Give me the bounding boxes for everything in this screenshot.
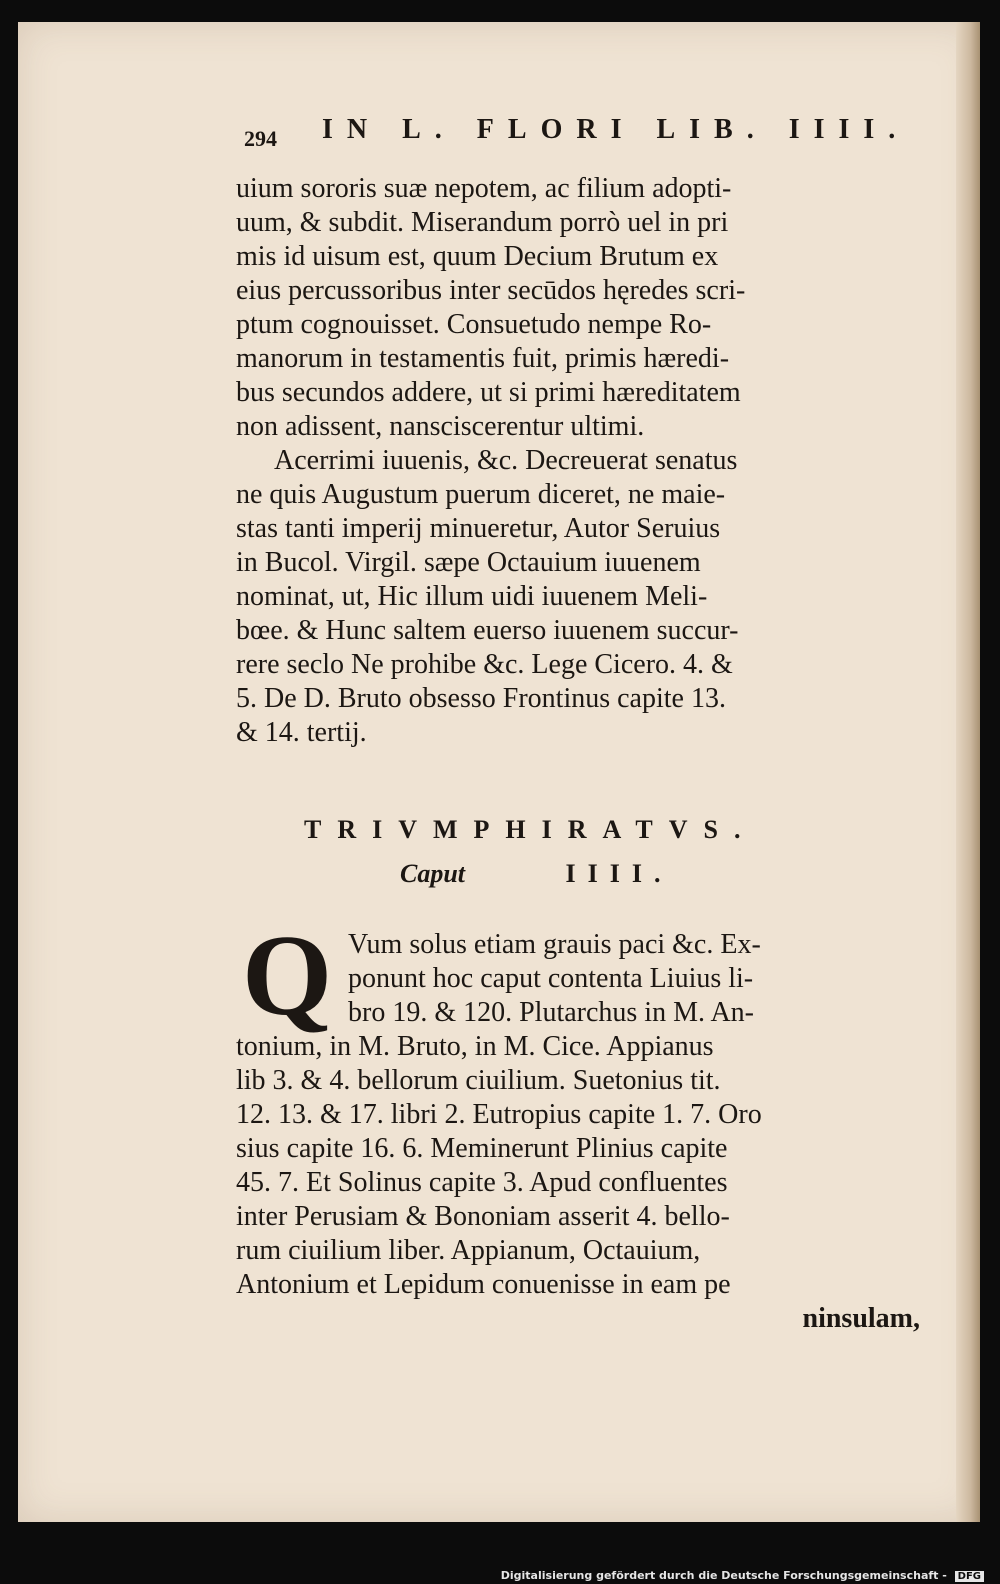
text-line: bœe. & Hunc saltem euerso iuuenem succur- <box>236 615 739 646</box>
text-line: tonium, in M. Bruto, in M. Cice. Appianus <box>236 1031 714 1062</box>
chapter-heading <box>236 852 936 896</box>
page-edge <box>956 22 980 1522</box>
text-line: sius capite 16. 6. Meminerunt Plinius capite <box>236 1133 728 1164</box>
text-line: rum ciuilium liber. Appianum, Octauium, <box>236 1235 701 1266</box>
text-line: bus secundos addere, ut si primi hæreditatem <box>236 377 741 408</box>
text-line: lib 3. & 4. bellorum ciuilium. Suetonius tit. <box>236 1065 721 1096</box>
text-line: ptum cognouisset. Consuetudo nempe Ro- <box>236 309 712 340</box>
dfg-logo: DFG <box>955 1571 984 1582</box>
text-line: manorum in testamentis fuit, primis hæredi- <box>236 343 730 374</box>
text-line: ne quis Augustum puerum diceret, ne maie- <box>236 479 726 510</box>
text-line: Antonium et Lepidum conuenisse in eam pe <box>236 1269 731 1300</box>
book-page <box>18 22 980 1522</box>
credit-text: Digitalisierung gefördert durch die Deutsche Forschungsgemeinschaft - <box>500 1569 947 1582</box>
text-line: ponunt hoc caput contenta Liuius li- <box>348 963 754 994</box>
text-line: rere seclo Ne prohibe &c. Lege Cicero. 4. & <box>236 649 733 680</box>
paragraph-3 <box>236 912 936 1336</box>
running-title: IN L. FLORI LIB. IIII. <box>322 114 910 145</box>
text-line: uum, & subdit. Miserandum porrò uel in pri <box>236 207 729 238</box>
page-header <box>236 114 936 172</box>
text-line: Vum solus etiam grauis paci &c. Ex- <box>348 929 761 960</box>
text-line: in Bucol. Virgil. sæpe Octauium iuuenem <box>236 547 701 578</box>
text-line: 12. 13. & 17. libri 2. Eutropius capite 1. 7. Oro <box>236 1099 762 1130</box>
text-line: 45. 7. Et Solinus capite 3. Apud confluentes <box>236 1167 728 1198</box>
catchword: ninsulam, <box>802 1303 920 1334</box>
text-line: inter Perusiam & Bononiam asserit 4. bello- <box>236 1201 730 1232</box>
text-line: mis id uisum est, quum Decium Brutum ex <box>236 241 719 272</box>
digitization-credit <box>501 1569 984 1582</box>
text-line: Acerrimi iuuenis, &c. Decreuerat senatus <box>274 445 738 476</box>
text-block <box>236 114 936 1336</box>
text-line: uium sororis suæ nepotem, ac filium adopti- <box>236 173 732 204</box>
paragraph-1 <box>236 172 936 444</box>
text-line: bro 19. & 120. Plutarchus in M. An- <box>348 997 754 1028</box>
text-line: 5. De D. Bruto obsesso Frontinus capite 13. <box>236 683 726 714</box>
text-line: non adissent, nansciscerentur ultimi. <box>236 411 645 442</box>
page-number: 294 <box>244 126 277 151</box>
paragraph-2 <box>236 444 936 750</box>
caput-number: IIII. <box>565 859 673 888</box>
section-title: TRIVMPHIRATVS. <box>304 815 757 844</box>
drop-cap-initial: Q <box>242 912 333 1040</box>
text-line: eius percussoribus inter secūdos hęredes scri- <box>236 275 746 306</box>
caput-word: Caput <box>400 859 466 888</box>
text-line: & 14. tertij. <box>236 717 367 748</box>
text-line: stas tanti imperij minueretur, Autor Seruius <box>236 513 721 544</box>
text-line: nominat, ut, Hic illum uidi iuuenem Meli- <box>236 581 708 612</box>
